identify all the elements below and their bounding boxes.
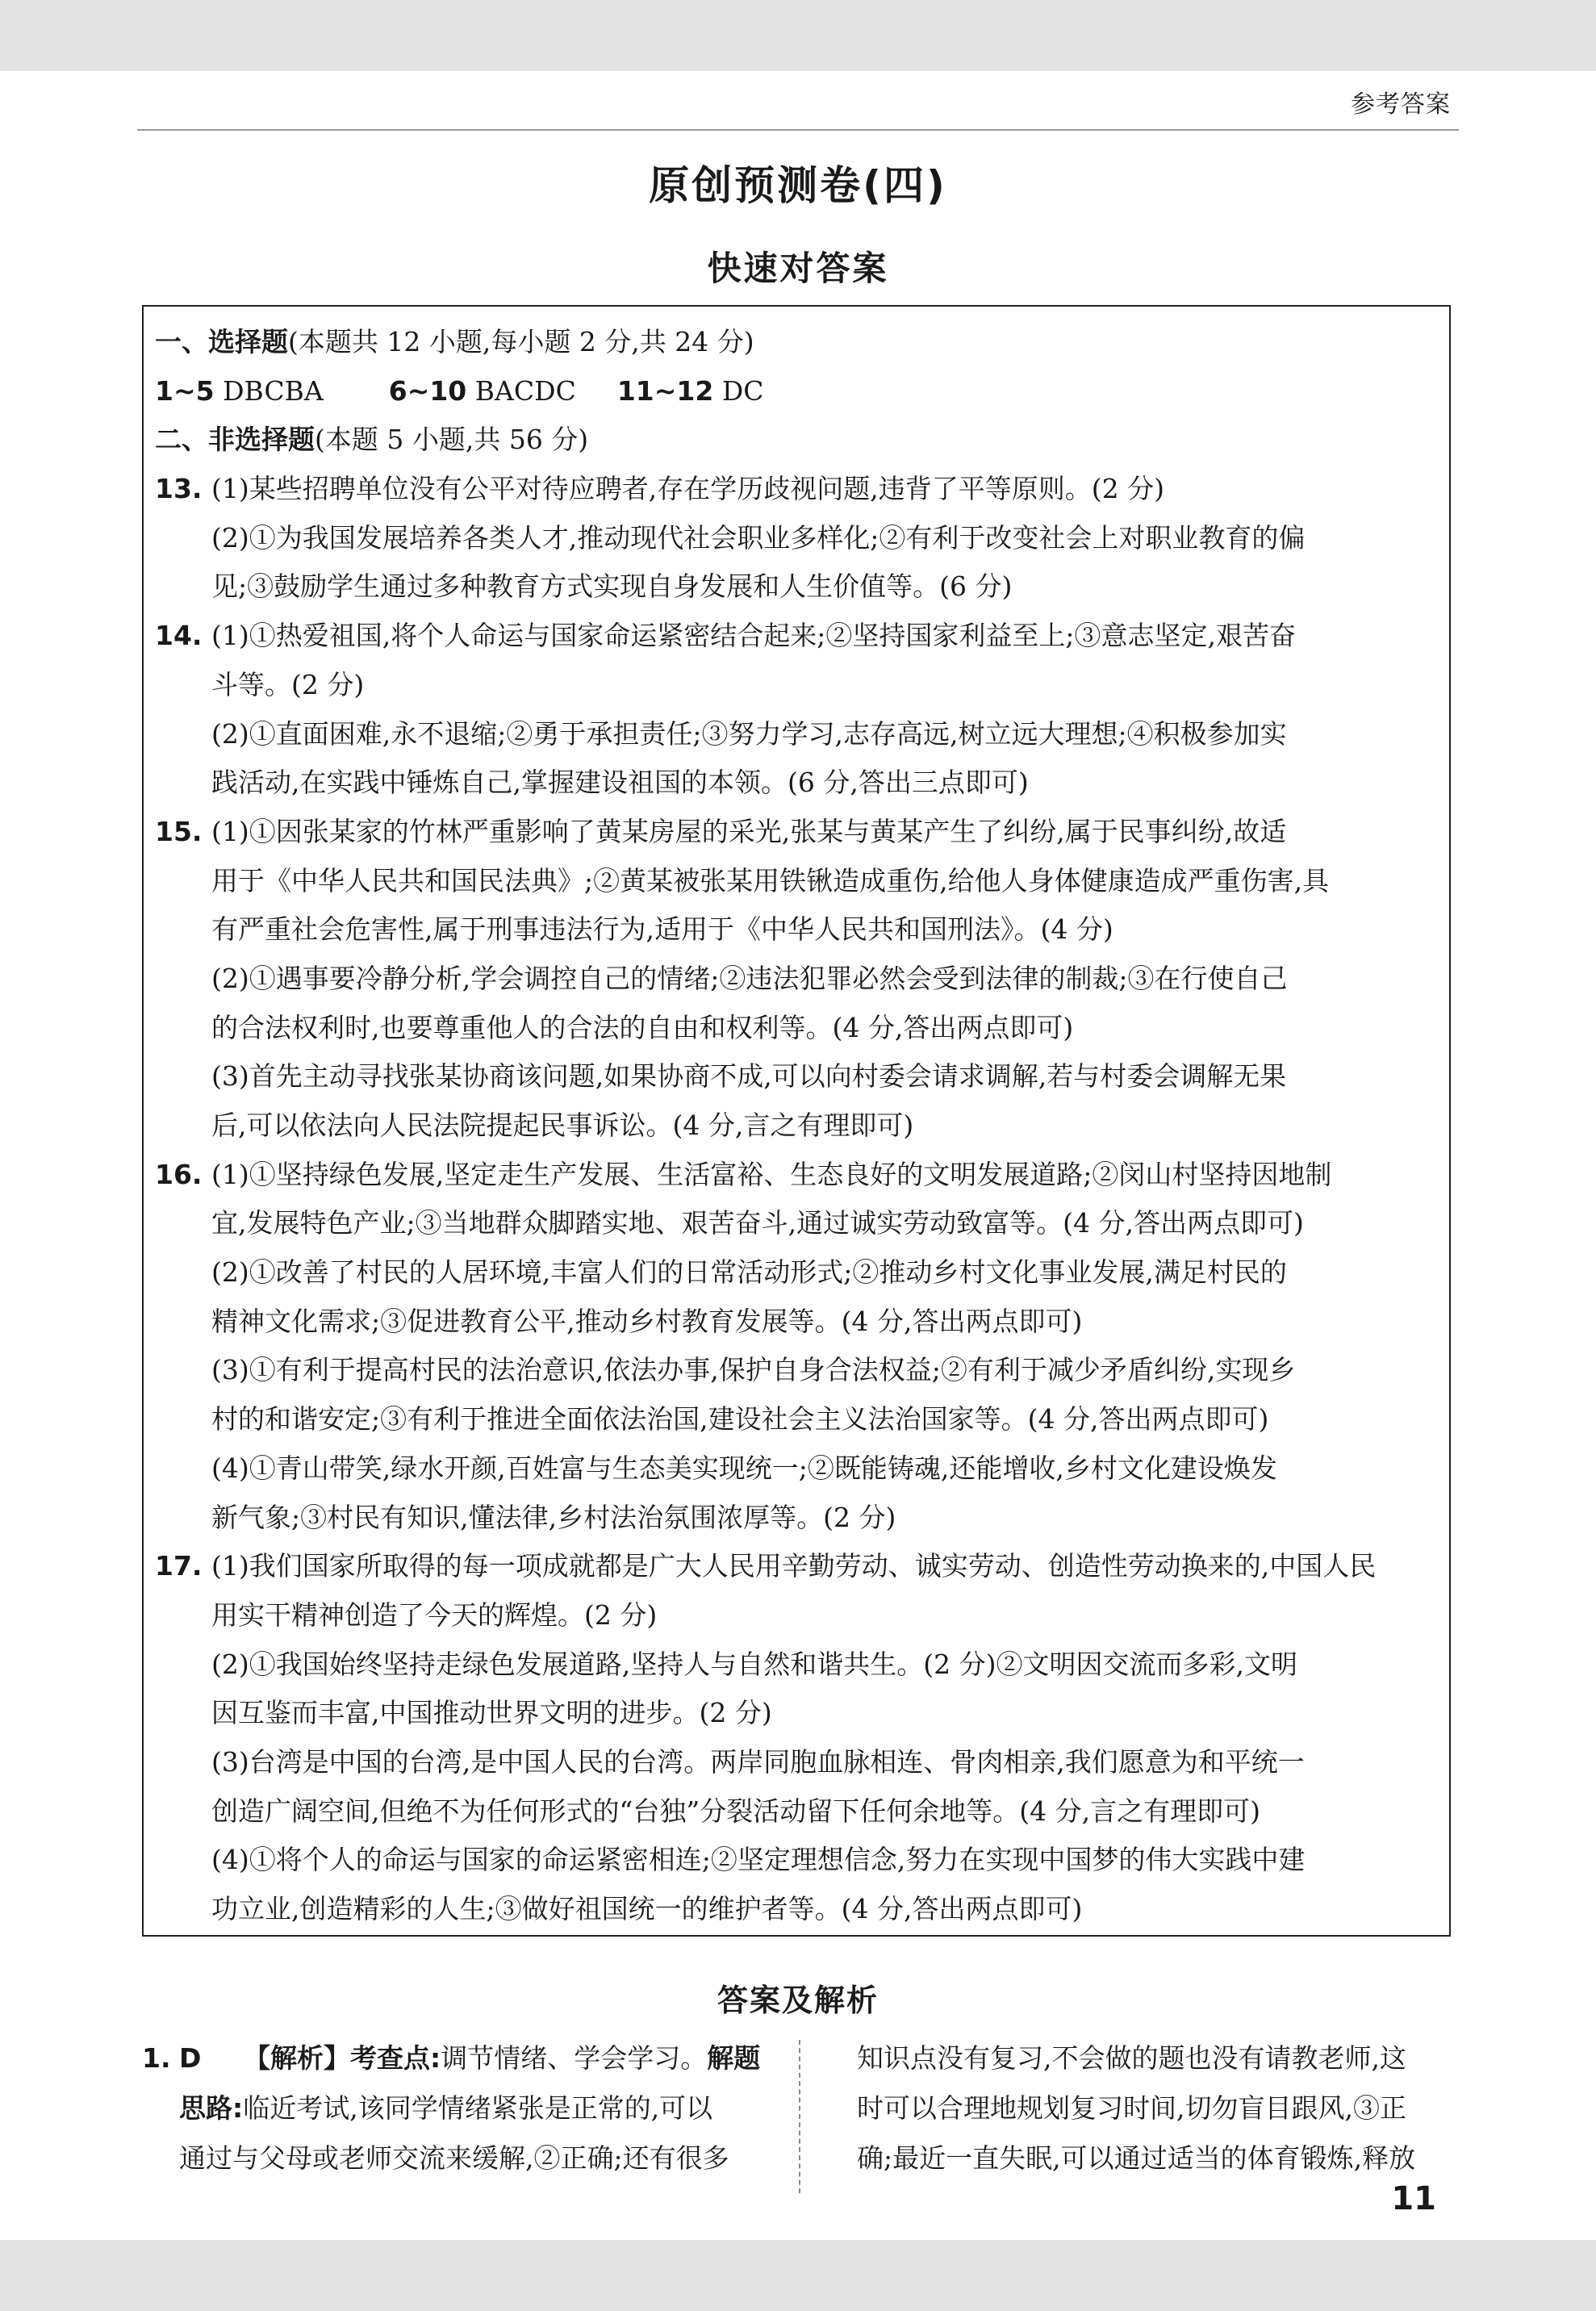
analysis-label: 解题 bbox=[707, 2042, 761, 2074]
answer-line bbox=[155, 1885, 1438, 1934]
analysis-title: 答案及解析 bbox=[717, 1983, 879, 2018]
answer-line bbox=[155, 1395, 1438, 1444]
answer-text: (4)①青山带笑,绿水开颜,百姓富与生态美实现统一;②既能铸魂,还能增收,乡村文化建设焕发 bbox=[211, 1452, 1277, 1484]
analysis-tag: 【解析】考查点: bbox=[244, 2042, 441, 2074]
answer-line bbox=[155, 612, 1438, 661]
answer-line bbox=[155, 1689, 1438, 1738]
answer-line bbox=[155, 1787, 1438, 1837]
answer-line bbox=[155, 514, 1438, 563]
question-number: 17. bbox=[155, 1550, 203, 1582]
question-number: 13. bbox=[155, 473, 203, 505]
answer-text: (2)①直面困难,永不退缩;②勇于承担责任;③努力学习,志存高远,树立远大理想;④积极参加实 bbox=[211, 717, 1287, 750]
answer-line bbox=[155, 857, 1438, 906]
answer-text: 见;③鼓励学生通过多种教育方式实现自身发展和人生价值等。(6 分) bbox=[211, 570, 1013, 603]
answer-text: 用实干精神创造了今天的辉煌。(2 分) bbox=[211, 1598, 658, 1631]
analysis-column-left bbox=[142, 2033, 788, 2184]
answer-line bbox=[155, 1199, 1438, 1248]
page-title: 原创预测卷(四) bbox=[649, 162, 947, 209]
answer-line bbox=[155, 1052, 1438, 1101]
answer-text: (1)①因张某家的竹林严重影响了黄某房屋的采光,张某与黄某产生了纠纷,属于民事纠纷,故适 bbox=[211, 815, 1287, 847]
column-divider bbox=[799, 2040, 800, 2193]
analysis-line: 知识点没有复习,不会做的题也没有请教老师,这 bbox=[857, 2042, 1406, 2074]
answer-line bbox=[155, 1591, 1438, 1640]
analysis-line bbox=[142, 2083, 788, 2133]
answer-text: 新气象;③村民有知识,懂法律,乡村法治氛围浓厚等。(2 分) bbox=[211, 1501, 896, 1533]
answer-text: (2)①遇事要冷静分析,学会调控自己的情绪;②违法犯罪必然会受到法律的制裁;③在行使自己 bbox=[211, 962, 1288, 994]
answer-line bbox=[155, 710, 1438, 759]
question-number: 14. bbox=[155, 620, 203, 652]
answer-line bbox=[155, 1738, 1438, 1787]
answer-text: (1)①坚持绿色发展,坚定走生产发展、生活富裕、生态良好的文明发展道路;②闵山村坚持因地制 bbox=[211, 1158, 1332, 1190]
page-sheet bbox=[0, 71, 1596, 2240]
answer-line bbox=[155, 1151, 1438, 1200]
answer-line bbox=[155, 1494, 1438, 1543]
answer-text: (1)①热爱祖国,将个人命运与国家命运紧密结合起来;②坚持国家利益至上;③意志坚定,艰苦奋 bbox=[211, 620, 1296, 652]
page-number: 11 bbox=[1391, 2180, 1436, 2217]
mc-range: 11~12 bbox=[616, 374, 714, 407]
answer-text: 宜,发展特色产业;③当地群众脚踏实地、艰苦奋斗,通过诚实劳动致富等。(4 分,答出两点即可) bbox=[211, 1207, 1304, 1239]
question-number: 1. bbox=[142, 2042, 171, 2074]
mc-range: 1~5 bbox=[155, 374, 215, 407]
question-number: 16. bbox=[155, 1158, 203, 1190]
answer-text: 的合法权利时,也要尊重他人的合法的自由和权利等。(4 分,答出两点即可) bbox=[211, 1011, 1074, 1043]
section-heading-note: (本题 5 小题,共 56 分) bbox=[315, 424, 589, 456]
answer-text: (3)台湾是中国的台湾,是中国人民的台湾。两岸同胞血脉相连、骨肉相亲,我们愿意为和平统一 bbox=[211, 1745, 1305, 1778]
analysis-line bbox=[142, 2033, 788, 2083]
answer-text: 创造广阔空间,但绝不为任何形式的“台独”分裂活动留下任何余地等。(4 分,言之有理即可) bbox=[211, 1795, 1260, 1827]
mc-answers: DBCBA bbox=[223, 374, 324, 407]
header-label: 参考答案 bbox=[1351, 90, 1451, 119]
analysis-line: 通过与父母或老师交流来缓解,②正确;还有很多 bbox=[179, 2142, 729, 2174]
answer-line bbox=[155, 1298, 1438, 1347]
answer-text: (1)某些招聘单位没有公平对待应聘者,存在学历歧视问题,违背了平等原则。(2 分) bbox=[211, 473, 1164, 505]
analysis-line: 时可以合理地规划复习时间,切勿盲目跟风,③正 bbox=[857, 2092, 1406, 2124]
mc-answers: DC bbox=[721, 374, 764, 407]
answer-text: 村的和谐安定;③有利于推进全面依法治国,建设社会主义法治国家等。(4 分,答出两点即可) bbox=[211, 1403, 1269, 1435]
analysis-line: 确;最近一直失眠,可以通过适当的体育锻炼,释放 bbox=[857, 2142, 1416, 2174]
answer-text: 功立业,创造精彩的人生;③做好祖国统一的维护者等。(4 分,答出两点即可) bbox=[211, 1893, 1083, 1924]
analysis-text: 临近考试,该同学情绪紧张是正常的,可以 bbox=[243, 2092, 713, 2124]
answer-text: 用于《中华人民共和国民法典》;②黄某被张某用铁锹造成重伤,给他人身体健康造成严重伤害,具 bbox=[211, 864, 1330, 896]
answer-line bbox=[155, 1346, 1438, 1395]
answer-line bbox=[155, 1101, 1438, 1151]
answer-text: (3)首先主动寻找张某协商该问题,如果协商不成,可以向村委会请求调解,若与村委会调解无果 bbox=[211, 1060, 1287, 1093]
answer-text: 精神文化需求;③促进教育公平,推动乡村教育发展等。(4 分,答出两点即可) bbox=[211, 1305, 1083, 1337]
analysis-label: 思路: bbox=[179, 2092, 244, 2124]
answer-text: (2)①改善了村民的人居环境,丰富人们的日常活动形式;②推动乡村文化事业发展,满足村民的 bbox=[211, 1256, 1287, 1289]
mc-answers-row bbox=[155, 367, 1438, 416]
question-list bbox=[155, 465, 1438, 1934]
answer-text: (2)①为我国发展培养各类人才,推动现代社会职业多样化;②有利于改变社会上对职业教育的偏 bbox=[211, 521, 1306, 554]
answer-text: (4)①将个人的命运与国家的命运紧密相连;②坚定理想信念,努力在实现中国梦的伟大实践中建 bbox=[211, 1844, 1306, 1876]
answer-line bbox=[155, 1542, 1438, 1591]
answer-line bbox=[155, 1836, 1438, 1885]
answer-text: (2)①我国始终坚持走绿色发展道路,坚持人与自然和谐共生。(2 分)②文明因交流而多彩,文明 bbox=[211, 1648, 1297, 1680]
mc-range: 6~10 bbox=[388, 374, 467, 407]
section-heading-text: 二、非选择题 bbox=[155, 424, 315, 456]
answer-line bbox=[155, 562, 1438, 612]
answer-text: 斗等。(2 分) bbox=[211, 668, 365, 700]
answer-line bbox=[155, 1248, 1438, 1298]
answer-line bbox=[155, 661, 1438, 710]
analysis-column-right bbox=[857, 2033, 1454, 2184]
analysis-text: 调节情绪、学会学习。 bbox=[441, 2042, 708, 2074]
section-heading-nonchoice bbox=[155, 416, 1438, 465]
answer-letter: D bbox=[179, 2042, 202, 2074]
section-heading-text: 一、选择题 bbox=[155, 326, 288, 357]
answer-text: 有严重社会危害性,属于刑事违法行为,适用于《中华人民共和国刑法》。(4 分) bbox=[211, 913, 1113, 946]
page-subtitle: 快速对答案 bbox=[707, 249, 889, 288]
answer-line bbox=[155, 1640, 1438, 1690]
answer-text: 后,可以依法向人民法院提起民事诉讼。(4 分,言之有理即可) bbox=[211, 1110, 914, 1141]
section-heading-note: (本题共 12 小题,每小题 2 分,共 24 分) bbox=[288, 326, 754, 357]
question-number: 15. bbox=[155, 815, 203, 847]
answer-line bbox=[155, 1004, 1438, 1053]
answer-text: 因互鉴而丰富,中国推动世界文明的进步。(2 分) bbox=[211, 1697, 772, 1729]
quick-answer-box bbox=[142, 305, 1451, 1937]
section-heading-choice bbox=[155, 318, 1438, 367]
answer-text: 践活动,在实践中锤炼自己,掌握建设祖国的本领。(6 分,答出三点即可) bbox=[211, 767, 1029, 799]
header-divider bbox=[137, 129, 1459, 131]
answer-line bbox=[155, 808, 1438, 857]
mc-answers: BACDC bbox=[474, 374, 576, 407]
answer-line bbox=[155, 758, 1438, 808]
answer-line bbox=[155, 1444, 1438, 1494]
answer-line bbox=[155, 465, 1438, 514]
answer-line bbox=[155, 955, 1438, 1004]
answer-text: (1)我们国家所取得的每一项成就都是广大人民用辛勤劳动、诚实劳动、创造性劳动换来的,中国人民 bbox=[211, 1550, 1377, 1582]
answer-line bbox=[155, 905, 1438, 955]
answer-text: (3)①有利于提高村民的法治意识,依法办事,保护自身合法权益;②有利于减少矛盾纠纷,实现乡 bbox=[211, 1354, 1296, 1386]
